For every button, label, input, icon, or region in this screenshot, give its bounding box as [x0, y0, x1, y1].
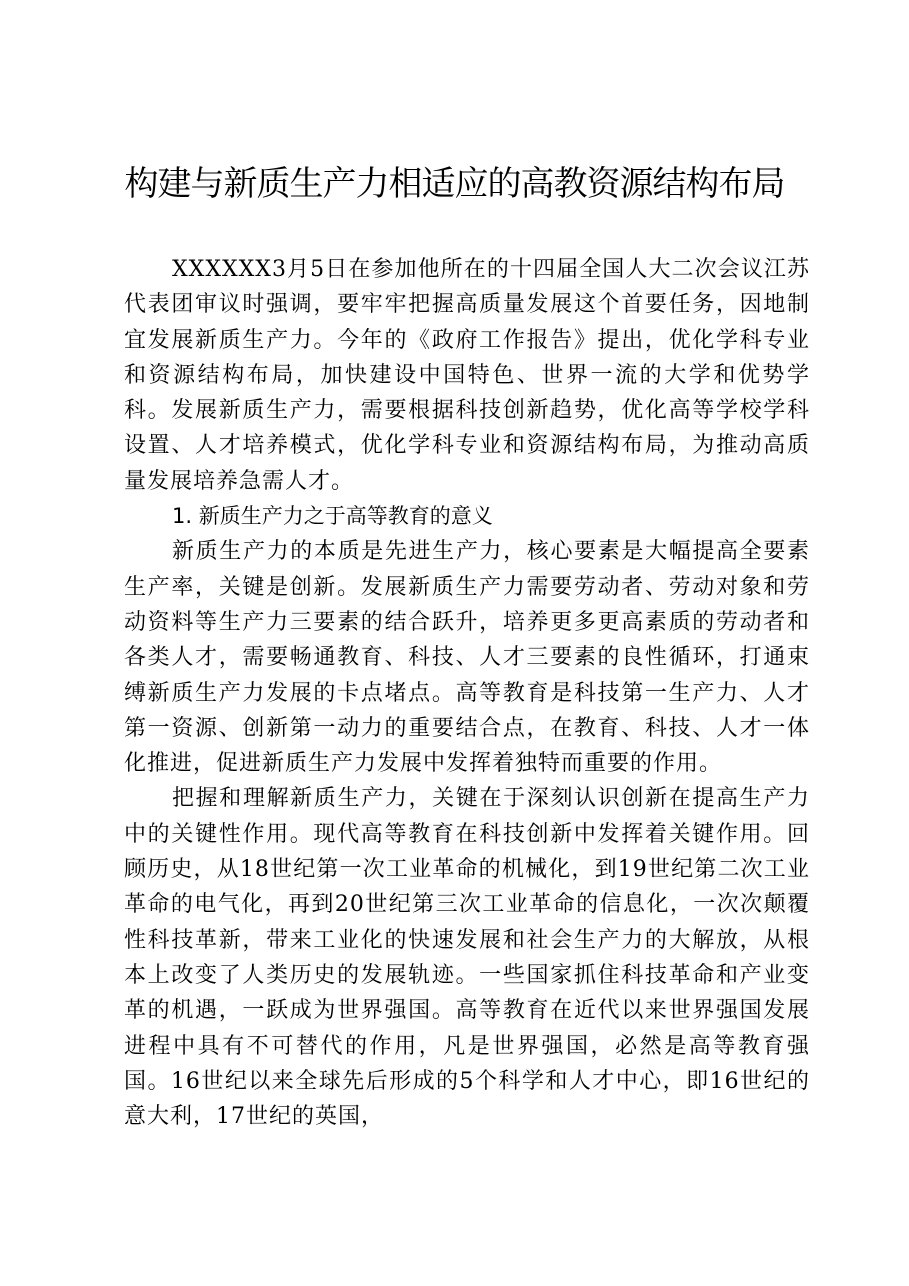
document-title: 构建与新质生产力相适应的高教资源结构布局: [124, 164, 785, 204]
paragraph-intro: XXXXXX3月5日在参加他所在的十四届全国人大二次会议江苏代表团审议时强调，要牢牢把握高质量发展这个首要任务，因地制宜发展新质生产力。今年的《政府工作报告》提出，优化学科专业和资源结构布局，加快建设中国特色、世界一流的大学和优势学科。发展新质生产力，需要根据科技创新趋势，优化高等学校学科设置、人才培养模式，优化学科专业和资源结构布局，为推动高质量发展培养急需人才。: [124, 257, 810, 494]
document-body: [124, 252, 810, 1134]
paragraph-essence: 新质生产力的本质是先进生产力，核心要素是大幅提高全要素生产率，关键是创新。发展新质生产力需要劳动者、劳动对象和劳动资料等生产力三要素的结合跃升，培养更多更高素质的劳动者和各类人才，需要畅通教育、科技、人才三要素的良性循环，打通束缚新质生产力发展的卡点堵点。高等教育是科技第一生产力、人才第一资源、创新第一动力的重要结合点，在教育、科技、人才一体化推进，促进新质生产力发展中发挥着独特而重要的作用。: [124, 539, 810, 777]
section-heading: 1. 新质生产力之于高等教育的意义: [172, 504, 493, 529]
paragraph-innovation: 把握和理解新质生产力，关键在于深刻认识创新在提高生产力中的关键性作用。现代高等教育在科技创新中发挥着关键作用。回顾历史，从18世纪第一次工业革命的机械化，到19世纪第二次工业革命的电气化，再到20世纪第三次工业革命的信息化，一次次颠覆性科技革新，带来工业化的快速发展和社会生产力的大解放，从根本上改变了人类历史的发展轨迹。一些国家抓住科技革命和产业变革的机遇，一跃成为世界强国。高等教育在近代以来世界强国发展进程中具有不可替代的作用，凡是世界强国，必然是高等教育强国。16世纪以来全球先后形成的5个科学和人才中心，即16世纪的意大利，17世纪的英国，: [124, 786, 810, 1130]
